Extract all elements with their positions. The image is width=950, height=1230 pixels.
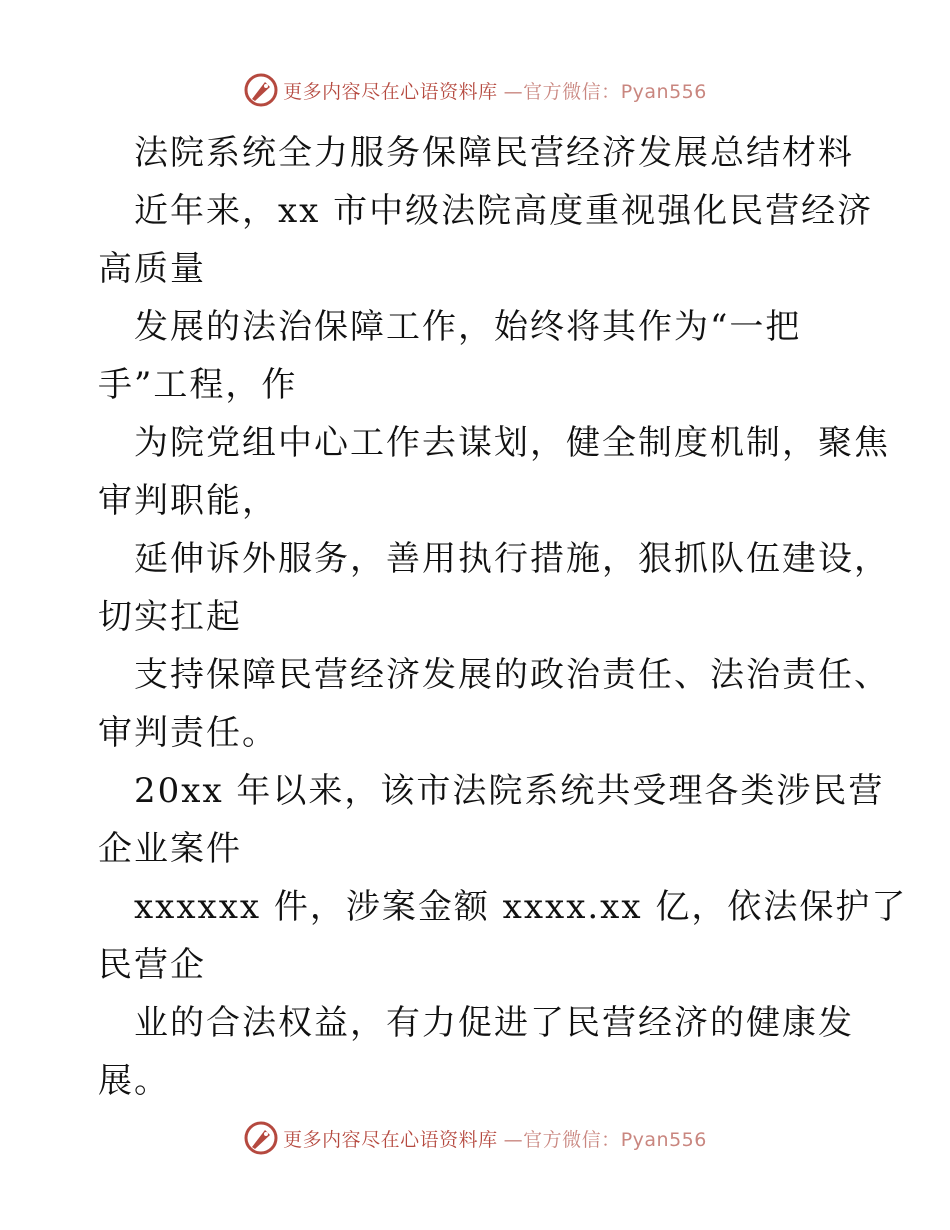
banner-wechat-label: —官方微信： [503, 80, 621, 103]
paragraph-line: 支持保障民营经济发展的政治责任、法治责任、 [134, 655, 890, 695]
pen-nib-logo-icon [243, 72, 279, 108]
paragraph-line: 延伸诉外服务，善用执行措施，狠抓队伍建设， [134, 539, 890, 579]
banner-wechat-account: Pyan556 [620, 1128, 707, 1151]
paragraph-line: 高质量 [98, 249, 206, 289]
document-title: 法院系统全力服务保障民营经济发展总结材料 [134, 133, 854, 173]
paragraph-line: 审判职能， [98, 481, 278, 521]
paragraph-line: 民营企 [98, 945, 206, 985]
banner-wechat-label: —官方微信： [503, 1128, 621, 1151]
paragraph-line: 企业案件 [98, 829, 242, 869]
banner-text [283, 77, 707, 104]
paragraph-line: 发展的法治保障工作，始终将其作为“一把 [134, 307, 802, 347]
paragraph-line: 审判责任。 [98, 713, 278, 753]
paragraph-line: 展。 [98, 1061, 170, 1101]
banner-site-name: 更多内容尽在心语资料库 [283, 80, 498, 103]
paragraph-line: 为院党组中心工作去谋划，健全制度机制，聚焦 [134, 423, 890, 463]
paragraph-line: xxxxxx 件，涉案金额 xxxx.xx 亿，依法保护了 [134, 887, 908, 927]
banner-site-name: 更多内容尽在心语资料库 [283, 1128, 498, 1151]
header-banner [0, 70, 950, 110]
paragraph-line: 业的合法权益，有力促进了民营经济的健康发 [134, 1003, 854, 1043]
banner-wechat-account: Pyan556 [620, 80, 707, 103]
paragraph-line: 20xx 年以来，该市法院系统共受理各类涉民营 [134, 771, 885, 811]
paragraph-line: 切实扛起 [98, 597, 242, 637]
paragraph-line: 手”工程，作 [98, 365, 298, 405]
pen-nib-logo-icon [243, 1120, 279, 1156]
banner-text [283, 1125, 707, 1152]
document-body [98, 124, 908, 1110]
paragraph-line: 近年来，xx 市中级法院高度重视强化民营经济 [134, 191, 874, 231]
footer-banner [0, 1118, 950, 1158]
